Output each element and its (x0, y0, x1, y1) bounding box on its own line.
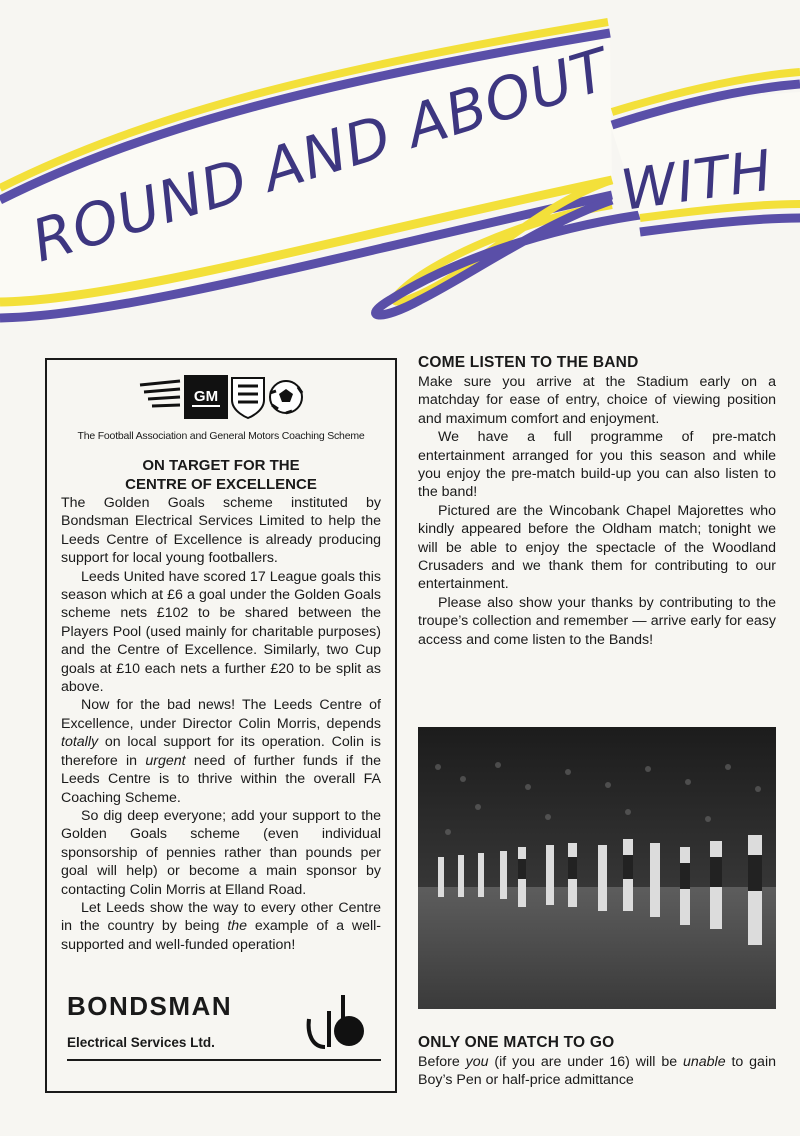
fa-crest-icon (228, 374, 268, 420)
paragraph: Pictured are the Wincobank Chapel Majorettes who kindly appeared before the Oldham match; tonight we will be able to enjoy the spectacle of the Woodland Crusaders and we thank them for contributing to our entertainment. (418, 502, 776, 593)
golden-goals-box (45, 358, 397, 1093)
bondsman-logo-icon (299, 991, 379, 1055)
paragraph: Make sure you arrive at the Stadium early on a matchday for ease of entry, choice of viewing position and maximum comfort and enjoyment. (418, 374, 776, 427)
heading-one-match: ONLY ONE MATCH TO GO (418, 1034, 615, 1051)
logo-caption: The Football Association and General Motors Coaching Scheme (77, 430, 365, 442)
title-banner (0, 0, 800, 350)
gm-logo: GM (184, 375, 228, 419)
box-title-line1: ON TARGET FOR THE (142, 457, 300, 474)
paragraph: Please also show your thanks by contributing to the troupe’s collection and remember — arrive early for easy access and come listen to the Bands! (418, 594, 776, 648)
one-match-article (418, 1034, 776, 1090)
majorettes-photo (418, 727, 776, 1009)
heading-band: COME LISTEN TO THE BAND (418, 354, 639, 371)
sponsor-subtitle: Electrical Services Ltd. (67, 1035, 215, 1050)
paragraph: Before you (if you are under 16) will be unable to gain Boy’s Pen or half-price admittance (418, 1054, 776, 1089)
football-icon (268, 379, 304, 415)
banner-title: ROUND AND ABOUT (24, 35, 617, 276)
paragraph: Now for the bad news! The Leeds Centre of Excellence, under Director Colin Morris, depends totally on local support for its operation. Colin is therefore in urgent need of further funds if the Leeds Centre is to thrive within the overall FA Coaching Scheme. (61, 697, 381, 806)
paragraph: So dig deep everyone; add your support to the Golden Goals scheme (even individual sponsorship of pennies rather than pounds per goal will help) or become a main sponsor by contacting Colin Morris at Elland Road. (61, 807, 381, 898)
paragraph: We have a full programme of pre-match entertainment arranged for you this season and while you enjoy the pre-match build-up you can also listen to the band! (418, 429, 776, 501)
paragraph: The Golden Goals scheme instituted by Bondsman Electrical Services Limited to help the Leeds Centre of Excellence is already producing support for local young footballers. (61, 495, 381, 567)
band-article (418, 354, 776, 649)
divider (67, 1059, 381, 1061)
paragraph: Let Leeds show the way to every other Centre in the country by being the example of a well-supported and well-funded operation! (61, 899, 382, 953)
sponsor-block (67, 991, 381, 1071)
speed-lines-icon (138, 379, 182, 415)
box-title-line2: CENTRE OF EXCELLENCE (125, 476, 317, 493)
banner-with: WITH (616, 138, 777, 224)
coaching-scheme-logo (61, 372, 381, 422)
sponsor-name: BONDSMAN (67, 991, 233, 1021)
majorettes-photo-image (418, 727, 776, 1009)
paragraph: Leeds United have scored 17 League goals this season which at £6 a goal under the Golden Goals scheme nets £102 to be shared between the Players Pool (used mainly for charitable purposes) and the Centre of Excellence. Similarly, two Cup goals at £10 each nets a further £20 to be split as above. (61, 568, 381, 696)
